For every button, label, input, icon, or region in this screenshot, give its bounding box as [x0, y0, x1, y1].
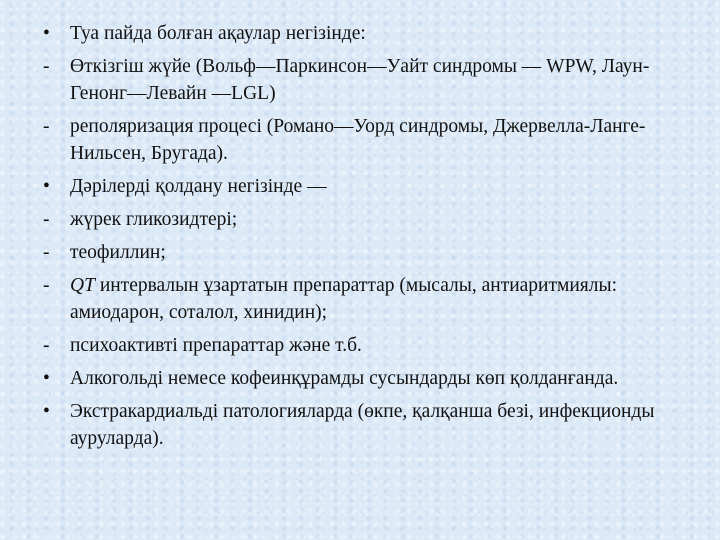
qt-term: QT: [70, 275, 95, 296]
bullet-list: [43, 20, 683, 458]
dash-marker: -: [43, 116, 50, 137]
list-item: [43, 239, 683, 266]
list-item: [43, 113, 683, 167]
dash-marker: -: [43, 275, 50, 296]
bullet-marker: •: [43, 368, 50, 389]
dash-marker: -: [43, 56, 50, 77]
list-item-text: Дәрілерді қолдану негізінде —: [70, 176, 327, 197]
list-item-text: Туа пайда болған ақаулар негізінде:: [70, 23, 366, 44]
list-item: [43, 365, 683, 392]
list-item: [43, 398, 683, 452]
list-item-text: Өткізгіш жүйе (Вольф—Паркинсон—Уайт синдромы — WPW, Лаун-Генонг—Левайн —LGL): [70, 56, 650, 104]
bullet-marker: •: [43, 401, 50, 422]
list-item-text: жүрек гликозидтері;: [70, 209, 238, 230]
list-item-text: Алкогольді немесе кофеинқұрамды сусындарды көп қолданғанда.: [70, 368, 619, 389]
list-item-text-rest: интервалын ұзартатын препараттар (мысалы, антиаритмиялы: амиодарон, соталол, хинидин);: [70, 275, 618, 323]
list-item: [43, 206, 683, 233]
list-item-text: реполяризация процесі (Романо—Уорд синдромы, Джервелла-Ланге-Нильсен, Бругада).: [70, 116, 646, 164]
list-item: [43, 173, 683, 200]
list-item: [43, 332, 683, 359]
bullet-marker: •: [43, 176, 50, 197]
list-item: [43, 53, 683, 107]
dash-marker: -: [43, 335, 50, 356]
list-item-text: [70, 275, 617, 323]
list-item-text: психоактивті препараттар және т.б.: [70, 335, 362, 356]
list-item-text: Экстракардиальді патологияларда (өкпе, қалқанша безі, инфекционды ауруларда).: [70, 401, 655, 449]
dash-marker: -: [43, 209, 50, 230]
bullet-marker: •: [43, 23, 50, 44]
list-item: [43, 20, 683, 47]
dash-marker: -: [43, 242, 50, 263]
list-item-text: теофиллин;: [70, 242, 166, 263]
list-item: [43, 272, 683, 326]
